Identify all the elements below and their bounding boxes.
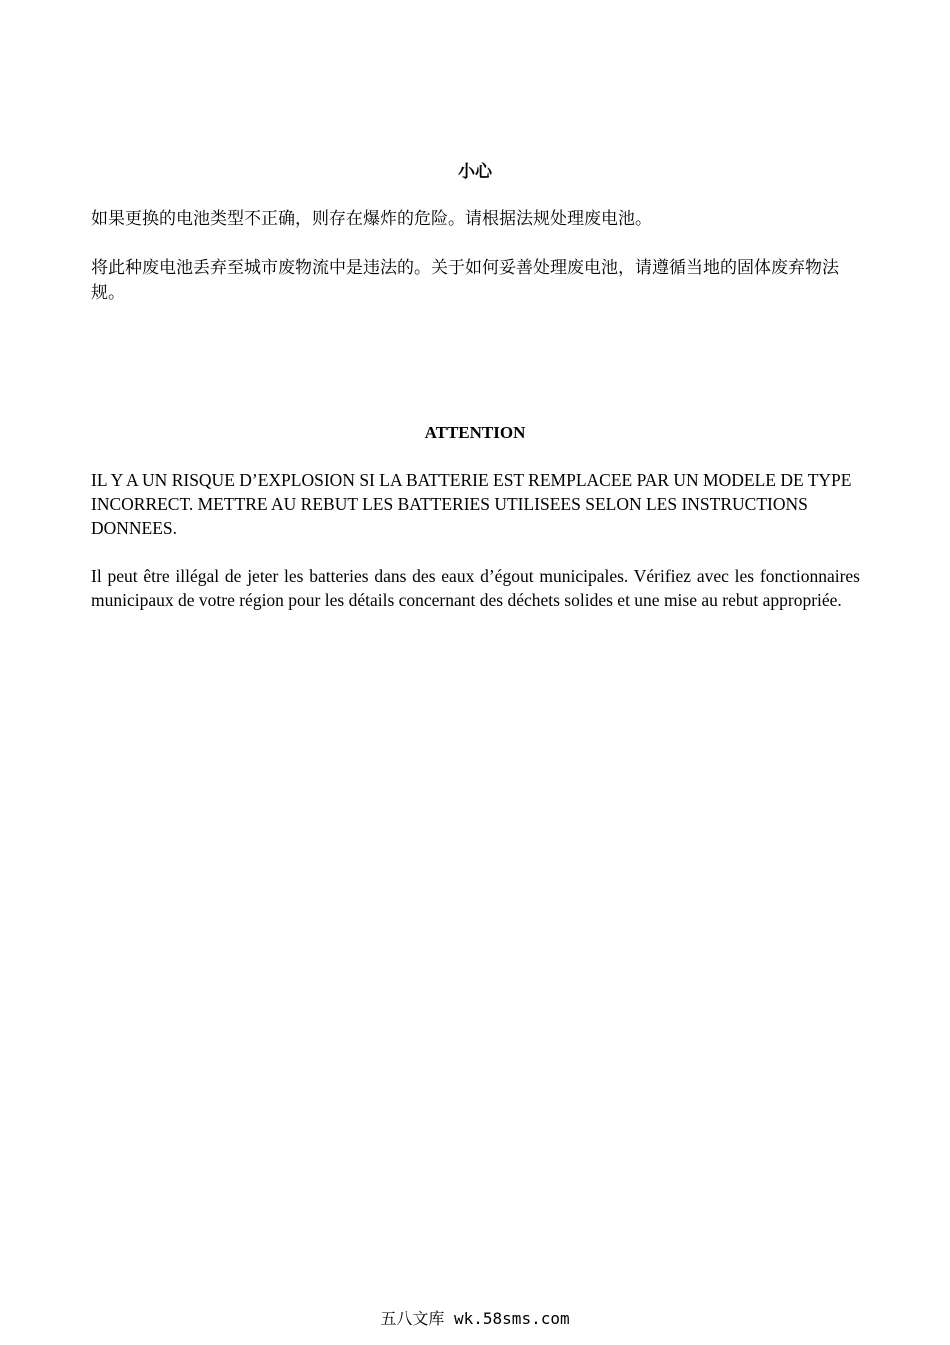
chinese-caution-paragraph-2: 将此种废电池丢弃至城市废物流中是违法的。关于如何妥善处理废电池，请遵循当地的固体废弃物法规。 — [91, 258, 839, 303]
french-attention-paragraph-1: IL Y A UN RISQUE D’EXPLOSION SI LA BATTERIE EST REMPLACEE PAR UN MODELE DE TYPE INCORRECT. METTRE AU REBUT LES BATTERIES UTILISEES SELON LES INSTRUCTIONS DONNEES. — [91, 470, 852, 538]
french-attention-title: ATTENTION — [424, 423, 526, 442]
chinese-caution-paragraph-1: 如果更换的电池类型不正确，则存在爆炸的危险。请根据法规处理废电池。 — [91, 209, 652, 229]
chinese-caution-title: 小心 — [458, 162, 492, 182]
footer-watermark: 五八文库 wk.58sms.com — [380, 1309, 570, 1328]
french-attention-paragraph-2: Il peut être illégal de jeter les batteries dans des eaux d’égout municipales. Vérifiez avec les fonctionnaires municipaux de votre région pour les détails concernant des déchets solides et une mise au rebut appropriée. — [91, 566, 860, 610]
